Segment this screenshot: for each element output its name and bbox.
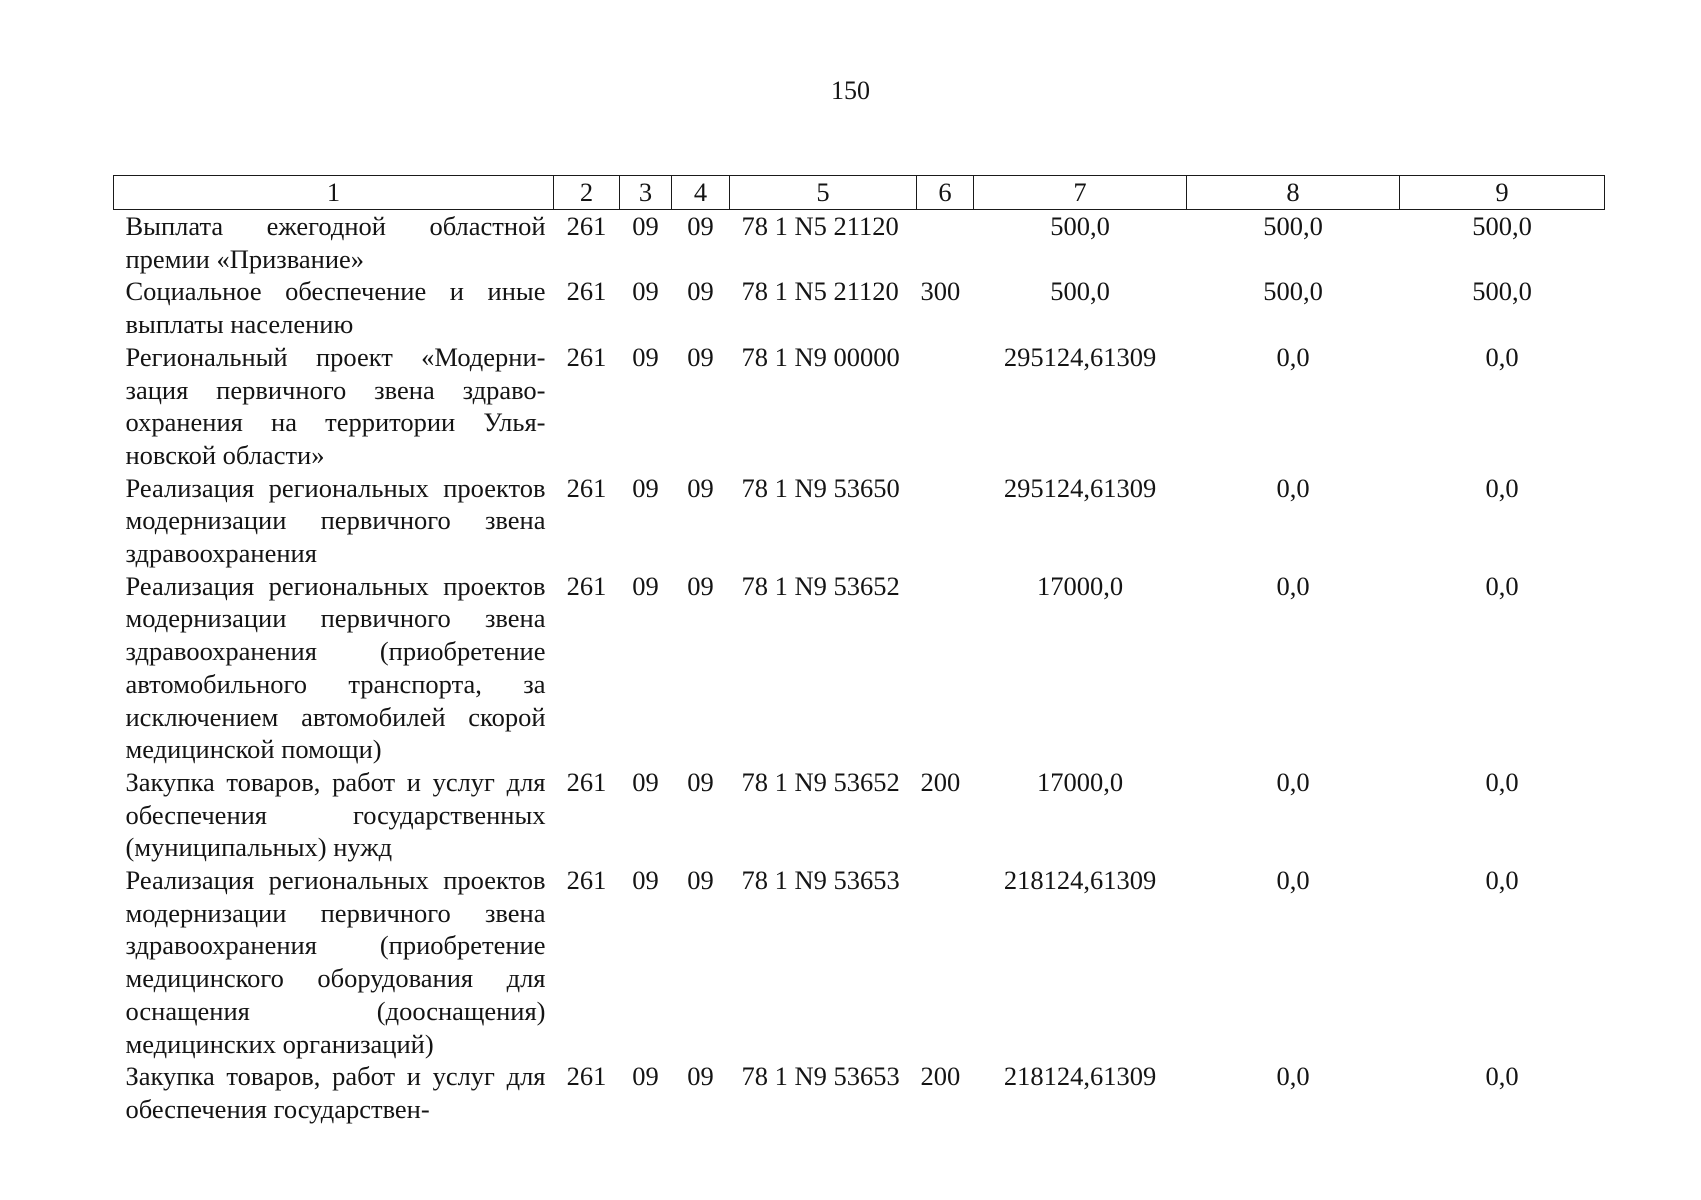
- row-vr: 300: [920, 276, 961, 307]
- row-y1: 218124,61309: [1003, 1061, 1157, 1092]
- row-name: Закупка товаров, работ и услуг для обеспечения государствен-: [125, 1061, 546, 1124]
- row-rz: 09: [632, 570, 659, 601]
- row-y3: 0,0: [1485, 1061, 1519, 1092]
- row-vr: 200: [920, 1061, 961, 1092]
- table-row: [114, 570, 1605, 766]
- row-csr: 78 1 N9 53652: [741, 570, 900, 601]
- column-header-9: 9: [1400, 176, 1605, 210]
- table-header: [114, 176, 1605, 210]
- row-y1: 500,0: [1050, 276, 1110, 307]
- row-y3: 0,0: [1485, 472, 1519, 503]
- row-csr: 78 1 N9 53653: [741, 865, 900, 896]
- budget-table: [113, 175, 1605, 1126]
- table-row: [114, 210, 1605, 276]
- row-vr: 200: [920, 766, 961, 797]
- page-number: 150: [831, 76, 870, 105]
- row-pr: 09: [687, 766, 714, 797]
- row-y2: 0,0: [1276, 570, 1310, 601]
- row-rz: 09: [632, 472, 659, 503]
- row-csr: 78 1 N9 53652: [741, 766, 900, 797]
- row-y3: 0,0: [1485, 570, 1519, 601]
- row-name: Социальное обеспечение и иные выплаты населению: [125, 276, 546, 340]
- row-vr: [917, 472, 974, 570]
- row-y2: 0,0: [1276, 865, 1310, 896]
- row-y2: 500,0: [1263, 211, 1323, 241]
- row-y1: 500,0: [1050, 211, 1110, 241]
- column-header-4: 4: [672, 176, 730, 210]
- row-ved: 261: [566, 211, 607, 241]
- row-y2: 0,0: [1276, 341, 1310, 372]
- row-rz: 09: [632, 766, 659, 797]
- row-ved: 261: [566, 276, 607, 307]
- row-y1: 295124,61309: [1003, 341, 1157, 372]
- row-name: Региональный проект «Модернизация первичного звена здравоохранения на территории Ульяновской области»: [125, 341, 546, 470]
- header-row: [114, 176, 1605, 210]
- row-y2: 0,0: [1276, 1061, 1310, 1092]
- column-header-5: 5: [730, 176, 917, 210]
- row-vr: [917, 210, 974, 276]
- table-row: [114, 864, 1605, 1060]
- row-y2: 500,0: [1263, 276, 1323, 307]
- row-name: Реализация региональных проектов модернизации первичного звена здравоохранения: [125, 472, 546, 569]
- column-header-6: 6: [917, 176, 974, 210]
- row-csr: 78 1 N9 00000: [741, 341, 900, 372]
- row-csr: 78 1 N9 53653: [741, 1061, 900, 1092]
- row-y1: 17000,0: [1036, 570, 1124, 601]
- row-pr: 09: [687, 341, 714, 372]
- row-pr: 09: [687, 211, 714, 241]
- row-vr: [917, 341, 974, 472]
- row-rz: 09: [632, 865, 659, 896]
- row-y3: 0,0: [1485, 766, 1519, 797]
- column-header-7: 7: [974, 176, 1187, 210]
- row-y1: 295124,61309: [1003, 472, 1157, 503]
- row-y3: 0,0: [1485, 865, 1519, 896]
- row-ved: 261: [566, 766, 607, 797]
- row-rz: 09: [632, 341, 659, 372]
- row-pr: 09: [687, 276, 714, 307]
- row-name: Закупка товаров, работ и услуг для обеспечения государственных (муниципальных) нужд: [125, 766, 546, 863]
- row-csr: 78 1 N9 53650: [741, 472, 900, 503]
- row-name: Выплата ежегодной областной премии «Призвание»: [125, 211, 546, 274]
- row-vr: [917, 864, 974, 1060]
- row-y2: 0,0: [1276, 472, 1310, 503]
- row-csr: 78 1 N5 21120: [741, 276, 899, 307]
- column-header-2: 2: [554, 176, 620, 210]
- table-row: [114, 1060, 1605, 1125]
- row-y3: 500,0: [1472, 211, 1532, 241]
- row-vr: [917, 570, 974, 766]
- row-ved: 261: [566, 865, 607, 896]
- column-header-8: 8: [1187, 176, 1400, 210]
- row-pr: 09: [687, 472, 714, 503]
- table-row: [114, 472, 1605, 570]
- table-row: [114, 341, 1605, 472]
- row-csr: 78 1 N5 21120: [741, 211, 899, 241]
- row-ved: 261: [566, 570, 607, 601]
- row-y2: 0,0: [1276, 766, 1310, 797]
- row-y3: 0,0: [1485, 341, 1519, 372]
- column-header-3: 3: [620, 176, 672, 210]
- table-row: [114, 766, 1605, 864]
- row-y1: 218124,61309: [1003, 865, 1157, 896]
- row-name: Реализация региональных проектов модернизации первичного звена здравоохранения (приобретение автомобильного транспорта, за исключением автомобилей скорой медицинской помощи): [125, 570, 546, 765]
- row-ved: 261: [566, 1061, 607, 1092]
- column-header-1: 1: [114, 176, 554, 210]
- row-rz: 09: [632, 1061, 659, 1092]
- row-pr: 09: [687, 865, 714, 896]
- row-ved: 261: [566, 472, 607, 503]
- row-ved: 261: [566, 341, 607, 372]
- table-body: [114, 210, 1605, 1126]
- row-pr: 09: [687, 1061, 714, 1092]
- row-rz: 09: [632, 211, 659, 241]
- row-pr: 09: [687, 570, 714, 601]
- row-name: Реализация региональных проектов модернизации первичного звена здравоохранения (приобретение медицинского оборудования для оснащения (дооснащения) медицинских организаций): [125, 865, 546, 1059]
- row-y1: 17000,0: [1036, 766, 1124, 797]
- row-y3: 500,0: [1472, 276, 1532, 307]
- table-row: [114, 275, 1605, 340]
- row-rz: 09: [632, 276, 659, 307]
